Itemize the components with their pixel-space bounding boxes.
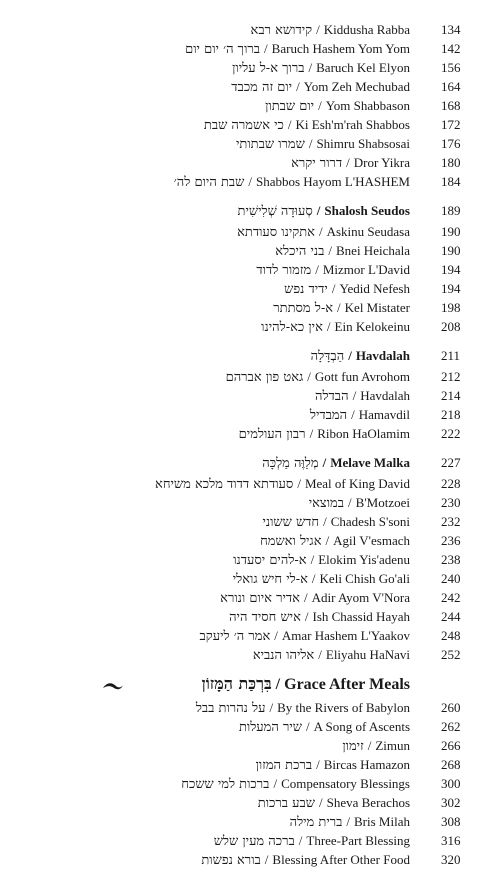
title-separator: / — [348, 495, 352, 510]
english-title: Blessing After Other Food — [272, 852, 410, 867]
hebrew-title: המבדיל — [309, 408, 348, 423]
toc-row[interactable] — [0, 58, 500, 77]
hebrew-title: אדיר איום ונורא — [220, 591, 300, 606]
toc-entry-title — [239, 424, 410, 444]
hebrew-title: חדש ששוני — [262, 515, 320, 530]
english-title: Havdalah — [355, 348, 410, 363]
english-title: Bircas Hamazon — [323, 757, 410, 772]
page-number: 300 — [441, 776, 461, 791]
title-separator: / — [316, 22, 320, 37]
english-title: Shimru Shabsosai — [316, 136, 410, 151]
page-number: 180 — [441, 155, 461, 170]
page-number: 316 — [441, 833, 461, 848]
toc-entry-title — [204, 115, 410, 135]
english-title: Hamavdil — [358, 407, 410, 422]
toc-entry-title — [231, 77, 410, 97]
english-title: Mizmor L'David — [322, 262, 410, 277]
page-number: 230 — [441, 495, 461, 510]
hebrew-title: א-ל מסתתר — [273, 301, 334, 316]
title-separator: / — [308, 60, 313, 75]
toc-entry-title — [251, 20, 410, 40]
toc-entry-title — [253, 645, 410, 665]
title-separator: / — [352, 388, 357, 403]
page-number: 252 — [441, 647, 461, 662]
toc-row[interactable] — [0, 607, 500, 626]
toc-row[interactable] — [0, 405, 500, 424]
toc-row[interactable] — [0, 424, 500, 443]
page-number: 156 — [441, 60, 461, 75]
english-title: Ein Kelokeinu — [334, 319, 410, 334]
toc-row[interactable] — [0, 736, 500, 755]
toc-entry-title — [342, 736, 410, 756]
english-title: Askinu Seudasa — [326, 224, 410, 239]
english-title: A Song of Ascents — [313, 719, 410, 734]
page-number: 214 — [441, 388, 461, 403]
english-title: Yom Shabbason — [325, 98, 410, 113]
hebrew-title: יום שבתון — [265, 99, 315, 114]
toc-entry-title — [155, 474, 410, 494]
hebrew-title: סעודתא דדוד מלכא משיחא — [155, 477, 294, 492]
english-title: Keli Chish Go'ali — [319, 571, 410, 586]
toc-entry-title — [275, 241, 410, 261]
toc-row[interactable] — [0, 588, 500, 607]
hebrew-title: דרור יקרא — [291, 156, 343, 171]
toc-entry-title — [262, 512, 410, 532]
hebrew-title: ברכת המזון — [255, 758, 313, 773]
toc-entry-title — [311, 346, 410, 366]
page-number: 134 — [441, 22, 461, 37]
toc-entry-title — [214, 831, 410, 851]
hebrew-title: ברוך א-ל עליון — [232, 61, 305, 76]
toc-row[interactable] — [0, 850, 500, 869]
hebrew-title: שמרו שבתותי — [236, 137, 305, 152]
hebrew-title: מזמור לדוד — [256, 263, 312, 278]
toc-row[interactable] — [0, 115, 500, 134]
english-title: Ki Esh'm'rah Shabbos — [295, 117, 410, 132]
toc-entry-title — [202, 674, 410, 694]
toc-row[interactable] — [0, 96, 500, 115]
english-title: Meal of King David — [304, 476, 410, 491]
toc-row[interactable] — [0, 531, 500, 550]
title-separator: / — [311, 571, 316, 586]
hebrew-title: אין כא-להינו — [261, 320, 323, 335]
english-title: Baruch Hashem Yom Yom — [271, 41, 410, 56]
section-header[interactable] — [0, 201, 500, 222]
english-title: Bris Milah — [354, 814, 410, 829]
toc-row[interactable] — [0, 20, 500, 39]
page-number: 238 — [441, 552, 461, 567]
toc-row[interactable] — [0, 774, 500, 793]
page-number: 190 — [441, 243, 461, 258]
toc-entry-title — [181, 774, 410, 794]
title-separator: / — [337, 300, 341, 315]
english-title: Kel Mistater — [344, 300, 410, 315]
toc-entry-title — [261, 317, 410, 337]
title-separator: / — [316, 203, 321, 218]
toc-entry-title — [256, 755, 410, 775]
page-number: 242 — [441, 590, 461, 605]
toc-entry-title — [233, 550, 410, 570]
hebrew-title: בִּרְכַּת הַמָּזוֹן — [201, 674, 272, 693]
title-separator: / — [269, 700, 274, 715]
toc-row[interactable] — [0, 241, 500, 260]
hebrew-title: שבע ברכות — [257, 796, 315, 811]
title-separator: / — [322, 455, 327, 470]
hebrew-title: א-להים יסעדנו — [233, 553, 307, 568]
toc-entry-title — [229, 607, 410, 627]
page-number: 172 — [441, 117, 461, 132]
title-separator: / — [351, 407, 355, 422]
toc-row[interactable] — [0, 493, 500, 512]
toc-row[interactable] — [0, 386, 500, 405]
hebrew-title: שבת היום לה׳ — [173, 175, 245, 190]
toc-entry-title — [220, 588, 410, 608]
english-title: Havdalah — [360, 388, 410, 403]
hebrew-title: ברית מילה — [289, 815, 343, 830]
toc-row[interactable] — [0, 153, 500, 172]
toc-entry-title — [284, 279, 410, 299]
toc-row[interactable] — [0, 172, 500, 191]
page-number: 227 — [441, 455, 461, 470]
toc-row[interactable] — [0, 279, 500, 298]
toc-entry-title — [238, 201, 410, 221]
section-header[interactable] — [0, 453, 500, 474]
hebrew-title: על נהרות בבל — [195, 701, 266, 716]
english-title: Gott fun Avrohom — [314, 369, 410, 384]
page-number: 212 — [441, 369, 461, 384]
toc-entry-title — [273, 298, 410, 318]
english-title: Shalosh Seudos — [324, 203, 410, 218]
english-title: Elokim Yis'adenu — [318, 552, 410, 567]
title-separator: / — [287, 117, 292, 132]
page-number: 244 — [441, 609, 461, 624]
toc-entry-title — [196, 698, 410, 718]
toc-entry-title — [291, 153, 410, 173]
english-title: Melave Malka — [330, 455, 410, 470]
title-separator: / — [318, 795, 323, 810]
title-separator: / — [331, 281, 336, 296]
toc-row[interactable] — [0, 474, 500, 493]
english-title: Eliyahu HaNavi — [325, 647, 410, 662]
toc-row[interactable] — [0, 698, 500, 717]
page-number: 260 — [441, 700, 461, 715]
title-separator: / — [310, 552, 315, 567]
toc-entry-title — [201, 850, 410, 870]
english-title: Zimun — [375, 738, 410, 753]
toc-entry-title — [236, 134, 410, 154]
title-separator: / — [326, 319, 331, 334]
title-separator: / — [315, 262, 319, 277]
page-number: 211 — [441, 348, 461, 363]
english-title: Sheva Berachos — [326, 795, 410, 810]
english-title: Ish Chassid Hayah — [312, 609, 410, 624]
page-number: 232 — [441, 514, 461, 529]
title-separator: / — [346, 155, 350, 170]
hebrew-title: מְלַוֶּה מַלְכָּה — [262, 456, 319, 471]
title-separator: / — [323, 514, 327, 529]
english-title: Shabbos Hayom L'HASHEM — [255, 174, 410, 189]
hebrew-title: סְעוּדָה שְׁלִישִׁית — [237, 204, 313, 219]
page-number: 228 — [441, 476, 461, 491]
hebrew-title: זימון — [342, 739, 364, 754]
title-separator: / — [275, 676, 281, 693]
title-separator: / — [248, 174, 252, 189]
english-title: Compensatory Blessings — [281, 776, 410, 791]
title-separator: / — [318, 647, 322, 662]
toc-entry-title — [200, 626, 410, 646]
english-title: Three-Part Blessing — [306, 833, 410, 848]
title-separator: / — [309, 426, 314, 441]
title-separator: / — [304, 609, 309, 624]
title-separator: / — [316, 757, 320, 772]
toc-row[interactable] — [0, 512, 500, 531]
english-title: Kiddusha Rabba — [323, 22, 410, 37]
english-title: Bnei Heichala — [336, 243, 410, 258]
english-title: Yom Zeh Mechubad — [303, 79, 410, 94]
title-separator: / — [346, 814, 351, 829]
page-number: 222 — [441, 426, 461, 441]
toc-entry-title — [256, 260, 410, 280]
title-separator: / — [296, 79, 300, 94]
toc-row[interactable] — [0, 812, 500, 831]
hebrew-title: הבדלה — [315, 389, 349, 404]
toc-row[interactable] — [0, 645, 500, 664]
hebrew-title: אליהו הנביא — [252, 648, 315, 663]
english-title: Adir Ayom V'Nora — [311, 590, 410, 605]
hebrew-title: איש חסיד היה — [229, 610, 301, 625]
title-separator: / — [328, 243, 332, 258]
toc-entry-title — [239, 717, 410, 737]
page-number: 194 — [441, 262, 461, 277]
toc-entry-title — [265, 96, 410, 116]
page-number: 262 — [441, 719, 461, 734]
title-separator: / — [297, 476, 301, 491]
page-number: 176 — [441, 136, 461, 151]
toc-entry-title — [258, 793, 410, 813]
title-separator: / — [264, 852, 269, 867]
page-number: 190 — [441, 224, 461, 239]
hebrew-title: ידיד נפש — [284, 282, 328, 297]
toc-entry-title — [262, 453, 410, 473]
ornament-icon — [102, 680, 124, 692]
page-number: 240 — [441, 571, 461, 586]
toc-entry-title — [260, 531, 410, 551]
english-title: Ribon HaOlamim — [317, 426, 410, 441]
toc-row[interactable] — [0, 550, 500, 569]
english-title: Chadesh S'soni — [330, 514, 410, 529]
toc-entry-title — [310, 405, 410, 425]
page-number: 198 — [441, 300, 461, 315]
hebrew-title: כי אשמרה שבת — [203, 118, 284, 133]
english-title: By the Rivers of Babylon — [277, 700, 410, 715]
toc-row[interactable] — [0, 260, 500, 279]
toc-row[interactable] — [0, 831, 500, 850]
hebrew-title: בורא נפשות — [201, 853, 261, 868]
english-title: Grace After Meals — [284, 676, 410, 693]
toc-row[interactable] — [0, 317, 500, 336]
title-separator: / — [318, 224, 323, 239]
hebrew-title: ברכה מעין שלש — [213, 834, 295, 849]
toc-entry-title — [309, 493, 410, 513]
toc-entry-title — [290, 812, 410, 832]
toc-row[interactable] — [0, 222, 500, 241]
toc-entry-title — [233, 569, 410, 589]
title-separator: / — [273, 776, 278, 791]
title-separator: / — [274, 628, 278, 643]
toc-row[interactable] — [0, 134, 500, 153]
page-number: 164 — [441, 79, 461, 94]
table-of-contents — [0, 20, 500, 869]
english-title: B'Motzoei — [355, 495, 410, 510]
toc-entry-title — [226, 367, 410, 387]
hebrew-title: רבון העולמים — [238, 427, 306, 442]
title-separator: / — [367, 738, 372, 753]
hebrew-title: יום זה מכבד — [231, 80, 293, 95]
english-title: Baruch Kel Elyon — [316, 60, 410, 75]
toc-entry-title — [232, 58, 410, 78]
title-separator: / — [264, 41, 268, 56]
title-separator: / — [325, 533, 330, 548]
page-number: 184 — [441, 174, 461, 189]
page-number: 236 — [441, 533, 461, 548]
title-separator: / — [308, 136, 313, 151]
section-header[interactable] — [0, 674, 500, 698]
page-number: 189 — [441, 203, 461, 218]
title-separator: / — [303, 590, 308, 605]
title-separator: / — [307, 369, 311, 384]
toc-row[interactable] — [0, 77, 500, 96]
section-header[interactable] — [0, 346, 500, 367]
hebrew-title: אמר ה׳ ליעקב — [199, 629, 271, 644]
page-number: 208 — [441, 319, 461, 334]
hebrew-title: א-לי חיש גואלי — [232, 572, 308, 587]
english-title: Yedid Nefesh — [339, 281, 410, 296]
hebrew-title: גאט פון אברהם — [225, 370, 304, 385]
page-number: 266 — [441, 738, 461, 753]
toc-row[interactable] — [0, 717, 500, 736]
page-number: 218 — [441, 407, 461, 422]
toc-row[interactable] — [0, 298, 500, 317]
page-number: 308 — [441, 814, 461, 829]
title-separator: / — [318, 98, 322, 113]
english-title: Amar Hashem L'Yaakov — [281, 628, 410, 643]
hebrew-title: אגיל ואשמח — [260, 534, 322, 549]
hebrew-title: בני היכלא — [275, 244, 325, 259]
toc-row[interactable] — [0, 569, 500, 588]
page-number: 302 — [441, 795, 461, 810]
toc-entry-title — [237, 222, 410, 242]
hebrew-title: הַבְדָּלָה — [310, 349, 345, 364]
page-number: 194 — [441, 281, 461, 296]
title-separator: / — [298, 833, 303, 848]
page-number: 248 — [441, 628, 461, 643]
hebrew-title: ברכות למי ששכח — [181, 777, 270, 792]
toc-row[interactable] — [0, 626, 500, 645]
hebrew-title: אתקינו סעודתא — [237, 225, 315, 240]
hebrew-title: קידושא רבא — [250, 23, 313, 38]
hebrew-title: ברוך ה׳ יום יום — [185, 42, 261, 57]
hebrew-title: במוצאי — [308, 496, 345, 511]
toc-row[interactable] — [0, 367, 500, 386]
toc-row[interactable] — [0, 793, 500, 812]
english-title: Agil V'esmach — [333, 533, 410, 548]
title-separator: / — [305, 719, 310, 734]
page-number: 142 — [441, 41, 461, 56]
page-number: 168 — [441, 98, 461, 113]
toc-entry-title — [315, 386, 410, 406]
toc-entry-title — [174, 172, 410, 192]
page-number: 320 — [441, 852, 461, 867]
page-number: 268 — [441, 757, 461, 772]
english-title: Dror Yikra — [353, 155, 410, 170]
toc-entry-title — [185, 39, 410, 59]
toc-row[interactable] — [0, 39, 500, 58]
hebrew-title: שיר המעלות — [238, 720, 302, 735]
title-separator: / — [348, 348, 352, 363]
